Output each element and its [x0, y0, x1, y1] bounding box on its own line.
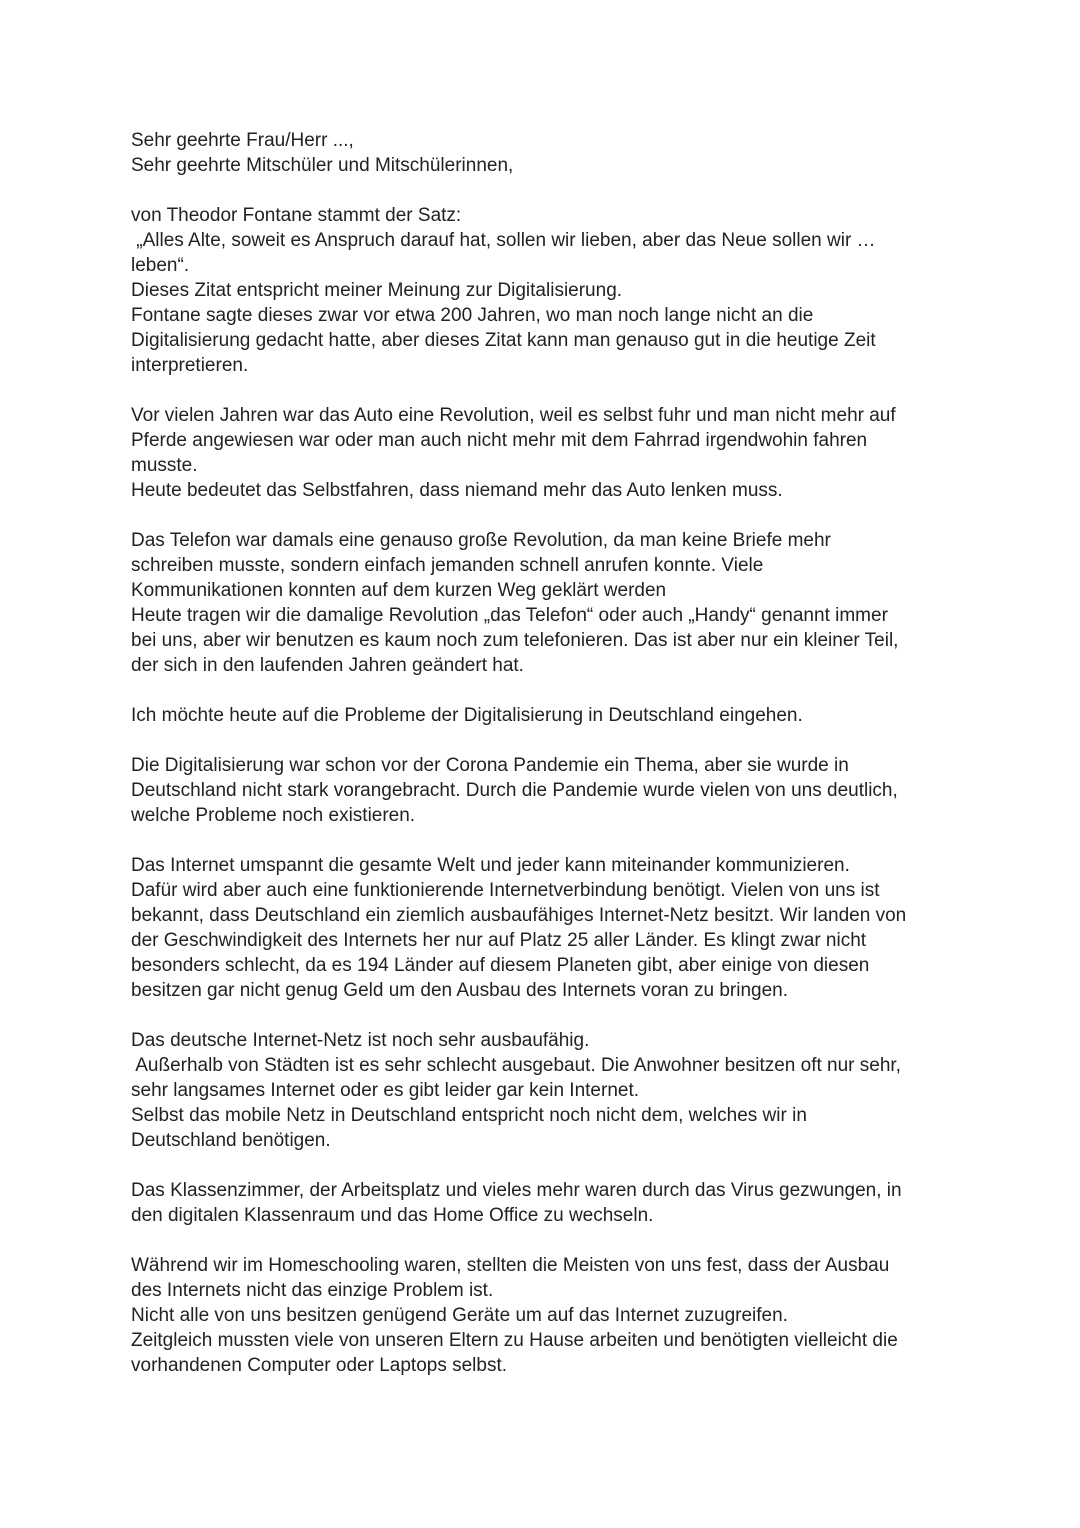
text-line: Nicht alle von uns besitzen genügend Geräte um auf das Internet zuzugreifen. [131, 1305, 788, 1326]
paragraph-gap [131, 178, 961, 203]
text-line: besonders schlecht, da es 194 Länder auf diesem Planeten gibt, aber einige von diesen [131, 955, 870, 976]
text-line: musste. [131, 455, 198, 476]
text-line: Das Klassenzimmer, der Arbeitsplatz und vieles mehr waren durch das Virus gezwungen, in [131, 1180, 902, 1201]
text-line: Das deutsche Internet-Netz ist noch sehr ausbaufähig. [131, 1030, 590, 1051]
paragraph-gap [131, 503, 961, 528]
text-line: sehr langsames Internet oder es gibt leider gar kein Internet. [131, 1080, 640, 1101]
paragraph-internet [131, 853, 961, 1003]
text-line: Digitalisierung gedacht hatte, aber dieses Zitat kann man genauso gut in die heutige Zeit [131, 330, 876, 351]
text-line: von Theodor Fontane stammt der Satz: [131, 205, 462, 226]
paragraph-pandemie [131, 753, 961, 828]
speech-document [131, 128, 961, 1378]
paragraph-auto [131, 403, 961, 503]
paragraph-gap [131, 1153, 961, 1178]
paragraph-fontane-quote [131, 203, 961, 378]
text-line: der sich in den laufenden Jahren geändert hat. [131, 655, 524, 676]
text-line: bei uns, aber wir benutzen es kaum noch zum telefonieren. Das ist aber nur ein kleiner Teil, [131, 630, 899, 651]
paragraph-topic [131, 703, 961, 728]
text-line: Fontane sagte dieses zwar vor etwa 200 Jahren, wo man noch lange nicht an die [131, 305, 814, 326]
paragraph-salutation [131, 128, 961, 178]
text-line: Kommunikationen konnten auf dem kurzen Weg geklärt werden [131, 580, 667, 601]
text-line: Die Digitalisierung war schon vor der Corona Pandemie ein Thema, aber sie wurde in [131, 755, 849, 776]
text-line: Dieses Zitat entspricht meiner Meinung zur Digitalisierung. [131, 280, 623, 301]
text-line: Während wir im Homeschooling waren, stellten die Meisten von uns fest, dass der Ausbau [131, 1255, 890, 1276]
text-line: „Alles Alte, soweit es Anspruch darauf hat, sollen wir lieben, aber das Neue sollen wir … [131, 230, 876, 251]
text-line: Selbst das mobile Netz in Deutschland entspricht noch nicht dem, welches wir in [131, 1105, 807, 1126]
text-line: Außerhalb von Städten ist es sehr schlecht ausgebaut. Die Anwohner besitzen oft nur sehr, [131, 1055, 901, 1076]
text-line: interpretieren. [131, 355, 249, 376]
text-line: den digitalen Klassenraum und das Home Office zu wechseln. [131, 1205, 654, 1226]
text-line: Pferde angewiesen war oder man auch nicht mehr mit dem Fahrrad irgendwohin fahren [131, 430, 868, 451]
text-line: Das Telefon war damals eine genauso große Revolution, da man keine Briefe mehr [131, 530, 831, 551]
text-line: Heute tragen wir die damalige Revolution „das Telefon“ oder auch „Handy“ genannt immer [131, 605, 888, 626]
text-line: leben“. [131, 255, 190, 276]
text-line: schreiben musste, sondern einfach jemanden schnell anrufen konnte. Viele [131, 555, 764, 576]
text-line: Vor vielen Jahren war das Auto eine Revolution, weil es selbst fuhr und man nicht mehr auf [131, 405, 896, 426]
paragraph-gap [131, 378, 961, 403]
text-line: Sehr geehrte Mitschüler und Mitschülerinnen, [131, 155, 514, 176]
paragraph-homeschooling [131, 1253, 961, 1378]
text-line: besitzen gar nicht genug Geld um den Ausbau des Internets voran zu bringen. [131, 980, 788, 1001]
text-line: Das Internet umspannt die gesamte Welt und jeder kann miteinander kommunizieren. [131, 855, 850, 876]
text-line: Dafür wird aber auch eine funktionierende Internetverbindung benötigt. Vielen von uns ist [131, 880, 880, 901]
text-line: der Geschwindigkeit des Internets her nur auf Platz 25 aller Länder. Es klingt zwar nicht [131, 930, 867, 951]
paragraph-gap [131, 1228, 961, 1253]
text-line: welche Probleme noch existieren. [131, 805, 416, 826]
paragraph-klassenzimmer [131, 1178, 961, 1228]
paragraph-gap [131, 728, 961, 753]
text-line: Heute bedeutet das Selbstfahren, dass niemand mehr das Auto lenken muss. [131, 480, 783, 501]
text-line: des Internets nicht das einzige Problem ist. [131, 1280, 494, 1301]
text-line: bekannt, dass Deutschland ein ziemlich ausbaufähiges Internet-Netz besitzt. Wir landen von [131, 905, 907, 926]
paragraph-gap [131, 1003, 961, 1028]
paragraph-gap [131, 678, 961, 703]
text-line: Deutschland benötigen. [131, 1130, 331, 1151]
text-line: Ich möchte heute auf die Probleme der Digitalisierung in Deutschland eingehen. [131, 705, 803, 726]
text-line: Sehr geehrte Frau/Herr ..., [131, 130, 354, 151]
text-line: Zeitgleich mussten viele von unseren Eltern zu Hause arbeiten und benötigten vielleicht die [131, 1330, 898, 1351]
text-line: vorhandenen Computer oder Laptops selbst. [131, 1355, 508, 1376]
paragraph-netz [131, 1028, 961, 1153]
paragraph-gap [131, 828, 961, 853]
text-line: Deutschland nicht stark vorangebracht. Durch die Pandemie wurde vielen von uns deutlich, [131, 780, 898, 801]
paragraph-telefon [131, 528, 961, 678]
